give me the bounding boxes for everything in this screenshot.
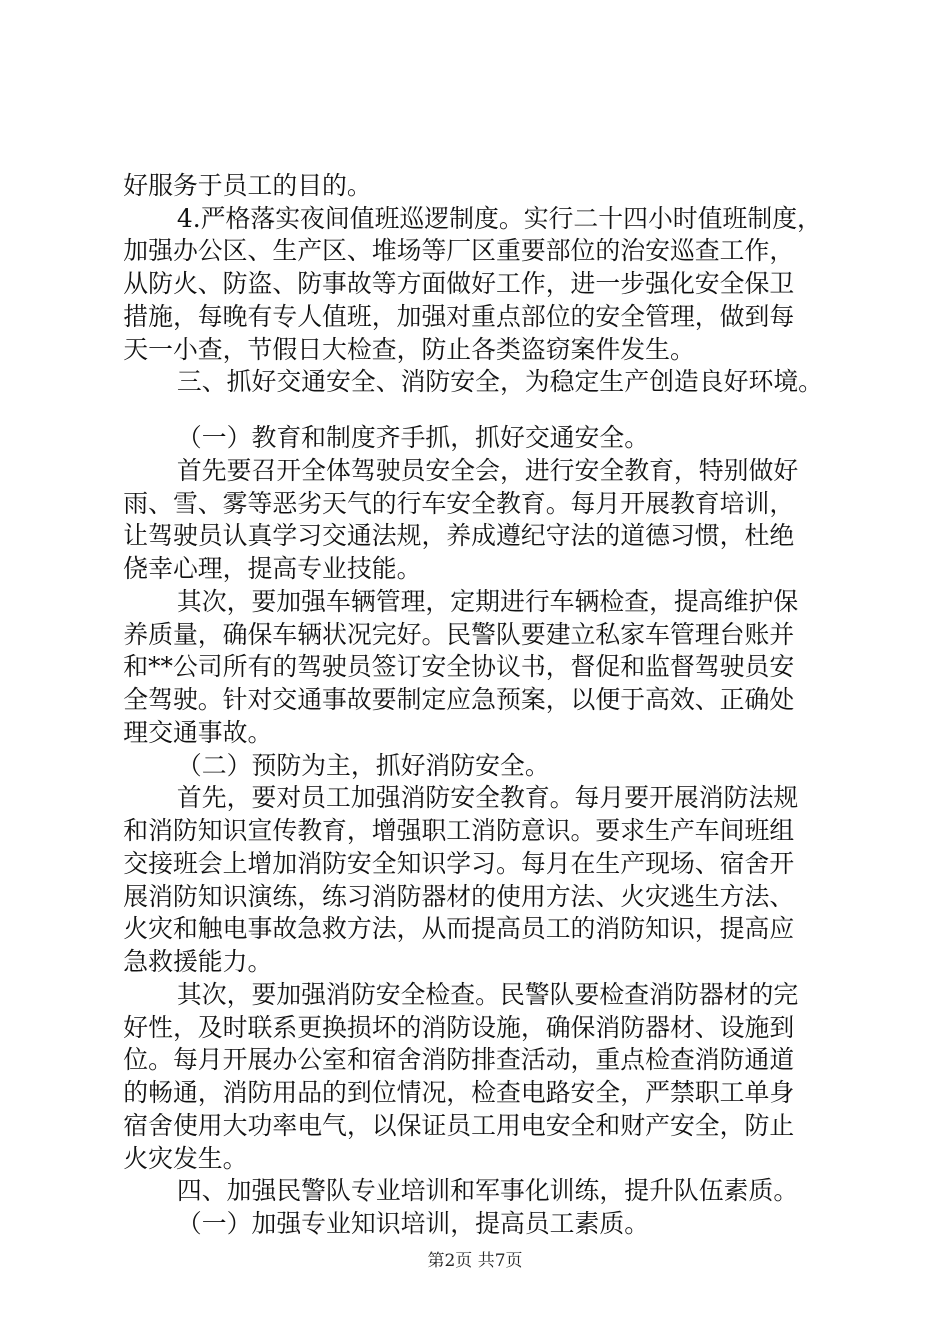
text-line — [0, 334, 950, 366]
text-line — [0, 913, 950, 945]
subsection-heading-text: （二）预防为主，抓好消防安全。 — [176, 751, 550, 780]
text-line-content: 展消防知识演练，练习消防器材的使用方法、火灾逃生方法、 — [123, 882, 795, 911]
text-line-content: 4.严格落实夜间值班巡逻制度。实行二十四小时值班制度， — [176, 204, 822, 233]
text-line-content: 理交通事故。 — [123, 718, 273, 747]
text-line — [0, 455, 950, 487]
subsection-heading-text: （一）教育和制度齐手抓，抓好交通安全。 — [176, 423, 650, 452]
text-line — [0, 619, 950, 651]
text-line-content: 位。每月开展办公室和宿舍消防排查活动，重点检查消防通道 — [123, 1045, 795, 1074]
section-heading — [0, 366, 950, 398]
text-line-content: 从防火、防盗、防事故等方面做好工作，进一步强化安全保卫 — [123, 269, 795, 298]
text-line-content: 天一小查，节假日大检查，防止各类盗窃案件发生。 — [123, 335, 695, 364]
text-line — [0, 1143, 950, 1175]
text-line — [0, 848, 950, 880]
text-line-content: 火灾发生。 — [123, 1144, 248, 1173]
text-line-content: 宿舍使用大功率电气，以保证员工用电安全和财产安全，防止 — [123, 1111, 795, 1140]
text-line — [0, 203, 950, 235]
text-line-content: 雨、雪、雾等恶劣天气的行车安全教育。每月开展教育培训， — [123, 489, 795, 518]
text-line — [0, 520, 950, 552]
text-line-content: 让驾驶员认真学习交通法规，养成遵纪守法的道德习惯，杜绝 — [123, 521, 795, 550]
text-line-content: 全驾驶。针对交通事故要制定应急预案，以便于高效、正确处 — [123, 685, 795, 714]
text-line — [0, 553, 950, 585]
subsection-heading — [0, 1208, 950, 1240]
text-line — [0, 1012, 950, 1044]
text-line — [0, 782, 950, 814]
text-line-content: 首先，要对员工加强消防安全教育。每月要开展消防法规 — [176, 783, 799, 812]
subsection-heading — [0, 422, 950, 454]
text-line-content: 和消防知识宣传教育，增强职工消防意识。要求生产车间班组 — [123, 816, 795, 845]
text-line-content: 的畅通，消防用品的到位情况，检查电路安全，严禁职工单身 — [123, 1078, 795, 1107]
text-line — [0, 651, 950, 683]
text-line — [0, 1077, 950, 1109]
text-line-content: 好性，及时联系更换损坏的消防设施，确保消防器材、设施到 — [123, 1013, 795, 1042]
text-line — [0, 586, 950, 618]
text-line — [0, 268, 950, 300]
text-line — [0, 979, 950, 1011]
text-line — [0, 1110, 950, 1142]
text-line — [0, 170, 950, 202]
text-line — [0, 1044, 950, 1076]
text-line — [0, 684, 950, 716]
text-line-content: 好服务于员工的目的。 — [123, 171, 372, 200]
text-line-content: 加强办公区、生产区、堆场等厂区重要部位的治安巡查工作， — [123, 236, 795, 265]
text-line — [0, 301, 950, 333]
text-line — [0, 717, 950, 749]
subsection-heading — [0, 750, 950, 782]
section-heading-text: 四、加强民警队专业培训和军事化训练，提升队伍素质。 — [176, 1176, 799, 1205]
text-line — [0, 488, 950, 520]
text-line-content: 首先要召开全体驾驶员安全会，进行安全教育，特别做好 — [176, 456, 799, 485]
text-line-content: 措施，每晚有专人值班，加强对重点部位的安全管理，做到每 — [123, 302, 795, 331]
section-heading-text: 三、抓好交通安全、消防安全，为稳定生产创造良好环境。 — [176, 367, 824, 396]
text-line-content: 交接班会上增加消防安全知识学习。每月在生产现场、宿舍开 — [123, 849, 795, 878]
subsection-heading-text: （一）加强专业知识培训，提高员工素质。 — [176, 1209, 650, 1238]
text-line-content: 急救援能力。 — [123, 947, 273, 976]
text-line-content: 和**公司所有的驾驶员签订安全协议书，督促和监督驾驶员安 — [123, 652, 795, 681]
text-line-content: 侥幸心理，提高专业技能。 — [123, 554, 422, 583]
text-line-content: 火灾和触电事故急救方法，从而提高员工的消防知识，提高应 — [123, 914, 795, 943]
page-number-footer: 第2页 共7页 — [427, 1251, 523, 1271]
text-line-content: 其次，要加强消防安全检查。民警队要检查消防器材的完 — [176, 980, 799, 1009]
text-line — [0, 815, 950, 847]
text-line — [0, 881, 950, 913]
text-line — [0, 946, 950, 978]
text-line-content: 养质量，确保车辆状况完好。民警队要建立私家车管理台账并 — [123, 620, 795, 649]
section-heading — [0, 1175, 950, 1207]
text-line-content: 其次，要加强车辆管理，定期进行车辆检查，提高维护保 — [176, 587, 799, 616]
text-line — [0, 235, 950, 267]
